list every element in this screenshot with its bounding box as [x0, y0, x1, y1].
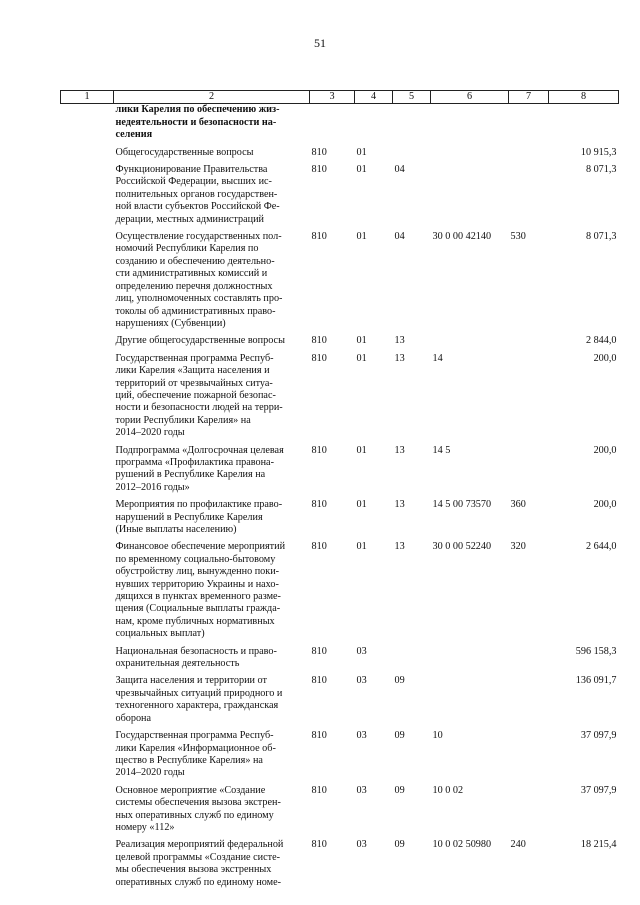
- code-6: 14 5: [432, 444, 451, 456]
- row-amount: 18 215,4: [580, 839, 617, 851]
- code-4: 03: [356, 784, 367, 796]
- table-row: [61, 785, 619, 840]
- code-6: [431, 335, 509, 352]
- row-amount: 10 915,3: [580, 146, 617, 158]
- row-name: Подпрограмма «Долгосрочная целевая программа «Профилактика правона- рушений в Республике Карелия на 2012–2016 годы»: [115, 444, 284, 493]
- row-amount: 200,0: [593, 352, 617, 364]
- code-4: 03: [356, 645, 367, 657]
- code-6: 10 0 02: [432, 784, 464, 796]
- col1-cell: [61, 785, 114, 840]
- header-row: [61, 91, 619, 104]
- code-7: [509, 675, 549, 730]
- table-row: [61, 104, 619, 147]
- code-6: [431, 147, 509, 164]
- code-5: 09: [394, 675, 405, 687]
- table-row: [61, 353, 619, 445]
- code-7: 320: [510, 541, 526, 553]
- row-name: Финансовое обеспечение мероприятий по временному социально-бытовому обустройству лиц, вынужденно поки- нувших территорию Украины и нахо- дящихся в пунктах временного разме- щения (Социальные выплаты гражда- нам, кроме публичных нормативных социальных выплат): [115, 541, 286, 640]
- code-4: 01: [356, 231, 367, 243]
- code-7: [509, 164, 549, 231]
- page-number: 51: [314, 36, 326, 50]
- code-3: [310, 104, 355, 147]
- table-row: [61, 164, 619, 231]
- code-5: [393, 147, 431, 164]
- row-name: Национальная безопасность и право- охранительная деятельность: [115, 645, 277, 670]
- row-name: Реализация мероприятий федеральной целевой программы «Создание систе- мы обеспечения вызова экстренных оперативных служб по единому номе-: [115, 839, 284, 888]
- col1-cell: [61, 646, 114, 676]
- row-name: Общегосударственные вопросы: [115, 146, 254, 158]
- col1-cell: [61, 445, 114, 500]
- code-4: 01: [356, 444, 367, 456]
- code-3: 810: [311, 164, 327, 176]
- col-header-6: 6: [431, 91, 509, 104]
- code-7: [509, 785, 549, 840]
- row-name: лики Карелия по обеспечению жиз- недеятельности и безопасности на- селения: [115, 104, 280, 141]
- code-3: 810: [311, 444, 327, 456]
- code-4: 01: [356, 352, 367, 364]
- code-6: [431, 675, 509, 730]
- code-4: 01: [356, 499, 367, 511]
- code-5: 09: [394, 839, 405, 851]
- row-amount: 200,0: [593, 499, 617, 511]
- code-3: 810: [311, 335, 327, 347]
- row-name: Функционирование Правительства Российской Федерации, высших ис- полнительных органов государствен- ной власти субъектов Российской Фе- дерации, местных администраций: [115, 164, 280, 225]
- code-6: [431, 104, 509, 147]
- col1-cell: [61, 353, 114, 445]
- code-7: [509, 445, 549, 500]
- table-row: [61, 541, 619, 645]
- row-name: Осуществление государственных пол- номочий Республики Карелия по созданию и обеспечению деятельно- сти административных комиссий и определению перечня должностных лиц, уполномоченных составлять про- токолы об административных право- нарушениях (Субвенции): [115, 231, 283, 329]
- table-row: [61, 499, 619, 541]
- code-6: [431, 646, 509, 676]
- code-7: [509, 353, 549, 445]
- row-amount: 2 644,0: [585, 541, 617, 553]
- code-5: 13: [394, 335, 405, 347]
- code-5: 13: [394, 499, 405, 511]
- col1-cell: [61, 164, 114, 231]
- col-header-7: 7: [509, 91, 549, 104]
- code-5: 04: [394, 231, 405, 243]
- code-7: [509, 335, 549, 352]
- row-amount: 200,0: [593, 444, 617, 456]
- code-4: 03: [356, 839, 367, 851]
- row-name: Государственная программа Респуб- лики Карелия «Защита населения и территорий от чрезвычайных ситуа- ций, обеспечение пожарной безопас- ности и безопасности людей на терри- тории Республики Карелия» на 2014–2020 годы: [115, 352, 283, 439]
- code-3: 810: [311, 645, 327, 657]
- col-header-2: 2: [114, 91, 310, 104]
- code-6: 30 0 00 42140: [432, 231, 492, 243]
- code-4: 01: [356, 335, 367, 347]
- col1-cell: [61, 541, 114, 645]
- col-header-4: 4: [355, 91, 393, 104]
- row-name: Государственная программа Респуб- лики Карелия «Информационное об- щество в Республике Карелия» на 2014–2020 годы: [115, 730, 276, 779]
- code-7: 530: [510, 231, 526, 243]
- code-5: 09: [394, 784, 405, 796]
- code-4: [355, 104, 393, 147]
- row-amount: 8 071,3: [585, 231, 617, 243]
- col1-cell: [61, 675, 114, 730]
- row-amount: 37 097,9: [580, 730, 617, 742]
- code-3: 810: [311, 231, 327, 243]
- col1-cell: [61, 499, 114, 541]
- col-header-3: 3: [310, 91, 355, 104]
- col1-cell: [61, 147, 114, 164]
- code-4: 03: [356, 675, 367, 687]
- col1-cell: [61, 839, 114, 894]
- code-3: 810: [311, 352, 327, 364]
- code-6: [431, 164, 509, 231]
- table-row: [61, 839, 619, 894]
- code-6: 14: [432, 352, 443, 364]
- code-4: 01: [356, 146, 367, 158]
- row-name: Защита населения и территории от чрезвычайных ситуаций природного и техногенного характера, гражданская оборона: [115, 675, 283, 724]
- code-3: 810: [311, 784, 327, 796]
- code-5: [393, 104, 431, 147]
- code-3: 810: [311, 730, 327, 742]
- table-row: [61, 646, 619, 676]
- table-row: [61, 147, 619, 164]
- col-header-1: 1: [61, 91, 114, 104]
- col1-cell: [61, 335, 114, 352]
- table-row: [61, 730, 619, 785]
- table-body: [61, 104, 619, 894]
- code-4: 01: [356, 541, 367, 553]
- col1-cell: [61, 231, 114, 335]
- code-7: 240: [510, 839, 526, 851]
- code-3: 810: [311, 839, 327, 851]
- row-amount: 8 071,3: [585, 164, 617, 176]
- code-3: 810: [311, 675, 327, 687]
- code-5: 09: [394, 730, 405, 742]
- row-amount: 2 844,0: [585, 335, 617, 347]
- row-amount: 37 097,9: [580, 784, 617, 796]
- code-5: [393, 646, 431, 676]
- code-6: 10: [432, 730, 443, 742]
- col1-cell: [61, 730, 114, 785]
- table-row: [61, 445, 619, 500]
- row-name: Мероприятия по профилактике право- нарушений в Республике Карелия (Иные выплаты населению): [115, 499, 283, 535]
- code-5: 13: [394, 444, 405, 456]
- code-3: 810: [311, 499, 327, 511]
- row-amount: [549, 104, 619, 147]
- table-row: [61, 335, 619, 352]
- table-row: [61, 675, 619, 730]
- code-7: [509, 147, 549, 164]
- code-6: 14 5 00 73570: [432, 499, 492, 511]
- budget-table: [60, 90, 619, 894]
- code-7: 360: [510, 499, 526, 511]
- code-5: 13: [394, 352, 405, 364]
- col-header-8: 8: [549, 91, 619, 104]
- code-5: 13: [394, 541, 405, 553]
- code-7: [509, 104, 549, 147]
- row-amount: 136 091,7: [575, 675, 617, 687]
- row-amount: 596 158,3: [575, 645, 617, 657]
- code-4: 01: [356, 164, 367, 176]
- row-name: Другие общегосударственные вопросы: [115, 335, 285, 347]
- col-header-5: 5: [393, 91, 431, 104]
- code-3: 810: [311, 146, 327, 158]
- code-6: 10 0 02 50980: [432, 839, 492, 851]
- code-7: [509, 730, 549, 785]
- row-name: Основное мероприятие «Создание системы обеспечения вызова экстрен- ных оперативных служб по единому номеру «112»: [115, 784, 281, 833]
- code-3: 810: [311, 541, 327, 553]
- code-6: 30 0 00 52240: [432, 541, 492, 553]
- col1-cell: [61, 104, 114, 147]
- code-4: 03: [356, 730, 367, 742]
- code-5: 04: [394, 164, 405, 176]
- code-7: [509, 646, 549, 676]
- table-row: [61, 231, 619, 335]
